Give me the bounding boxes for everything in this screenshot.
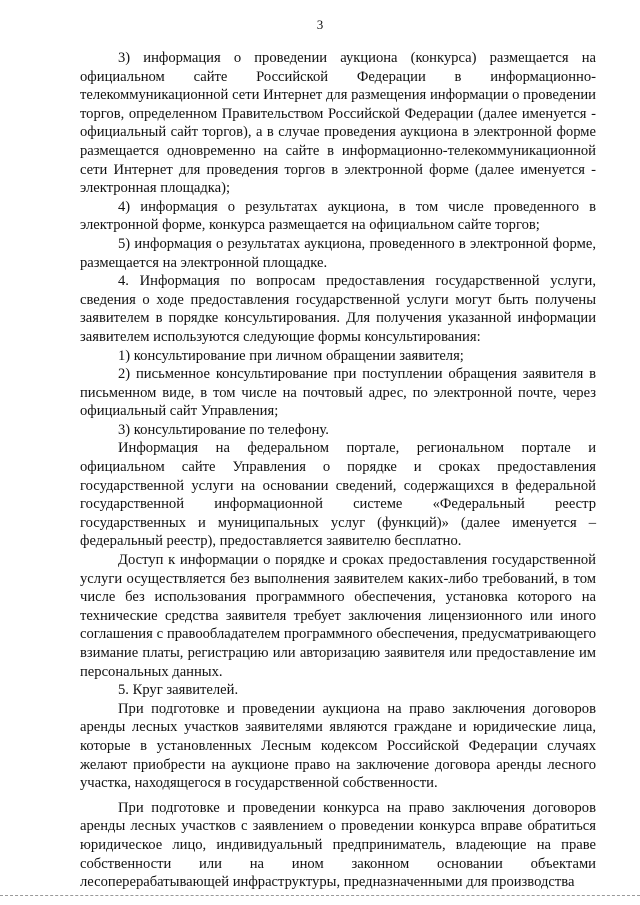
paragraph-consult-3: 3) консультирование по телефону. (118, 421, 329, 438)
bottom-divider (0, 895, 640, 896)
paragraph-consult-2: 2) письменное консультирование при поступлении обращения заявителя в письменном виде, в том числе на почтовый адрес, по электронной почте, через официальный сайт Управления; (80, 366, 596, 420)
paragraph-access: Доступ к информации о порядке и сроках предоставления государственной услуги осуществляется без выполнения заявителем каких-либо требований, в том числе без использования программного обеспечения, установка которого на технические средства заявителя требует заключения лицензионного или иного соглашения с правообладателем программного обеспечения, предусматривающего взимание платы, регистрацию или авторизацию заявителя или предоставление им персональных данных. (80, 552, 596, 680)
paragraph-consult-1: 1) консультирование при личном обращении заявителя; (118, 347, 464, 364)
paragraph-item-4: 4) информация о результатах аукциона, в том числе проведенного в электронной форме, конкурса размещается на официальном сайте торгов; (80, 198, 596, 234)
paragraph-item-5: 5) информация о результатах аукциона, проведенного в электронной форме, размещается на электронной площадке. (80, 235, 596, 271)
paragraph-section-4: 4. Информация по вопросам предоставления государственной услуги, сведения о ходе предоставления государственной услуги могут быть получены заявителем в порядке консультирования. Для получения указанной информации заявителем используются следующие формы консультирования: (80, 273, 596, 345)
paragraph-auction-applicants: При подготовке и проведении аукциона на право заключения договоров аренды лесных участков заявителями являются граждане и юридические лица, которые в установленных Лесным кодексом Российской Федерации случаях желают приобрести на аукционе право на заключение договора аренды лесного участка, находящегося в государственной собственности. (80, 700, 596, 792)
body-text (80, 49, 596, 892)
paragraph-item-3: 3) информация о проведении аукциона (конкурса) размещается на официальном сайте Российской Федерации в информационно-телекоммуникационной сети Интернет для размещения информации о проведении торгов, определенном Правительством Российской Федерации (далее именуется - официальный сайт торгов), а в случае проведения аукциона в электронной форме размещается одновременно на сайте в информационно-телекоммуникационной сети Интернет для проведения торгов в электронной форме (далее именуется - электронная площадка); (80, 50, 596, 197)
paragraph-section-5: 5. Круг заявителей. (118, 682, 239, 699)
paragraph-contest-applicants: При подготовке и проведении конкурса на право заключения договоров аренды лесных участков с заявлением о проведении конкурса вправе обратиться юридическое лицо, индивидуальный предприниматель, владеющие на праве собственности или на ином законном основании объектами лесоперерабатывающей инфраструктуры, предназначенными для производства (80, 799, 596, 891)
paragraph-portal-info: Информация на федеральном портале, региональном портале и официальном сайте Управления о порядке и сроках предоставления государственной услуги на основании сведений, содержащихся в федеральной государственной информационной системе «Федеральный реестр государственных и муниципальных услуг (функций)» (далее именуется – федеральный реестр), предоставляется заявителю бесплатно. (80, 440, 596, 550)
page-number: 3 (316, 17, 324, 32)
